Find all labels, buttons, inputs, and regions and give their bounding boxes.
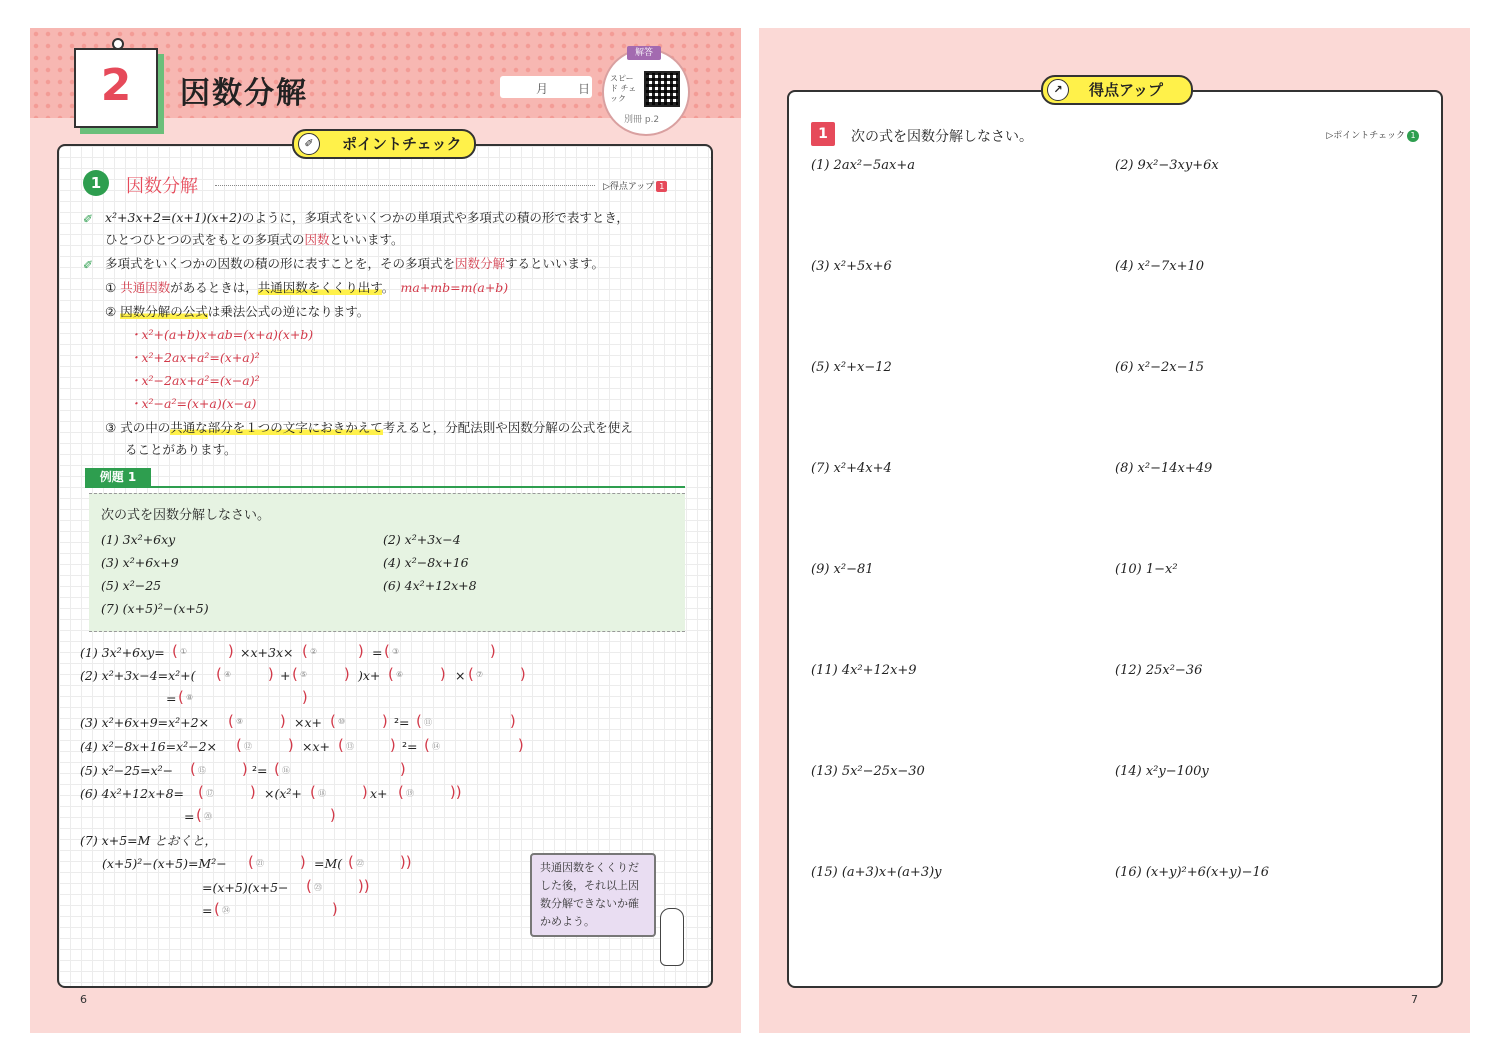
problem-12: (12) 25x²−36 xyxy=(1115,663,1203,678)
item1-num: ① xyxy=(105,280,117,295)
example-item-4: (4) x²−8x+16 xyxy=(383,555,469,570)
item3-num: ③ xyxy=(105,420,117,435)
question-ref[interactable] xyxy=(1326,128,1419,142)
problem-9: (9) x²−81 xyxy=(811,562,874,577)
answer-7-line3: =(x+5)(x+5− xyxy=(202,880,289,895)
problem-10: (10) 1−x² xyxy=(1115,562,1178,577)
item3-line1 xyxy=(105,420,633,436)
blank-17[interactable]: ( ⑰ ) xyxy=(198,783,256,801)
bullet2-a: 多項式をいくつかの因数の積の形に表すことを，その多項式を xyxy=(105,256,456,271)
section-title: 因数分解 xyxy=(126,176,198,197)
blank-16[interactable]: ( ⑯ ) xyxy=(274,760,406,778)
page-number: 6 xyxy=(80,993,87,1006)
answer-6-mid: ×(x²+ xyxy=(264,786,302,801)
item2-a: は乗法公式の逆になります。 xyxy=(207,304,370,319)
score-up-card xyxy=(787,90,1443,988)
problem-3: (3) x²+5x+6 xyxy=(811,259,892,274)
right-page xyxy=(759,28,1470,1033)
qr-code-icon[interactable] xyxy=(644,71,680,107)
answer-2-label: (2) x²+3x−4=x²+( xyxy=(80,668,196,683)
section-number: 1 xyxy=(83,170,109,196)
example-item-6: (6) 4x²+12x+8 xyxy=(383,578,477,593)
item1-highlight: 共通因数をくくり出す xyxy=(257,280,382,295)
formula-2: ・x²+2ax+a²=(x+a)² xyxy=(129,350,260,365)
section-ref[interactable] xyxy=(603,179,667,192)
blank-11[interactable]: ( ⑪ ) xyxy=(416,712,516,730)
example-tab: 例題 1 xyxy=(85,468,151,487)
item1-b: 。 xyxy=(381,280,389,295)
blank-2[interactable]: ( ② ) xyxy=(302,642,364,660)
item1-math: ma+mb=m(a+b) xyxy=(400,280,509,295)
problem-4: (4) x²−7x+10 xyxy=(1115,259,1205,274)
answer-6-label: (6) 4x²+12x+8= xyxy=(80,786,185,801)
problem-2: (2) 9x²−3xy+6x xyxy=(1115,158,1219,173)
bullet1-text: のように，多項式をいくつかの単項式や多項式の積の形で表すとき， xyxy=(241,210,629,225)
date-month: 月 xyxy=(536,82,549,96)
answer-1-mid: ×x+3x× xyxy=(240,645,294,660)
bullet2 xyxy=(105,256,604,272)
term-factorization: 因数分解 xyxy=(455,256,506,271)
example-item-2: (2) x²+3x−4 xyxy=(383,532,461,547)
bullet1-line2 xyxy=(105,232,404,248)
blank-23[interactable]: ( ㉓ )) xyxy=(306,877,370,895)
pin-icon: ✐ xyxy=(83,258,94,272)
answer-tag: 解答 xyxy=(627,46,661,60)
ring-icon xyxy=(112,38,124,50)
page-number: 7 xyxy=(1411,993,1418,1006)
example-box xyxy=(89,493,685,632)
blank-1[interactable]: ( ① ) xyxy=(172,642,234,660)
cat-mascot-icon xyxy=(660,908,684,966)
example-rule xyxy=(85,486,685,488)
blank-6[interactable]: ( ⑥ ) xyxy=(388,665,446,683)
example-item-7: (7) (x+5)²−(x+5) xyxy=(101,601,209,616)
question-instruction: 次の式を因数分解しなさい。 xyxy=(851,129,1033,145)
blank-9[interactable]: ( ⑨ ) xyxy=(228,712,286,730)
answer-3-mid: ×x+ xyxy=(294,715,322,730)
blank-14[interactable]: ( ⑭ ) xyxy=(424,736,524,754)
blank-10[interactable]: ( ⑩ ) xyxy=(330,712,388,730)
chapter-number: 2 xyxy=(100,60,132,111)
bullet1-line2-a: ひとつひとつの式をもとの多項式の xyxy=(105,232,305,247)
problem-6: (6) x²−2x−15 xyxy=(1115,360,1205,375)
item3-a: 式の中の xyxy=(120,420,171,435)
divider xyxy=(215,185,595,186)
date-day: 日 xyxy=(578,82,591,96)
example-item-3: (3) x²+6x+9 xyxy=(101,555,179,570)
problem-13: (13) 5x²−25x−30 xyxy=(811,764,925,779)
bullet1-line1 xyxy=(105,210,629,226)
point-check-label: ポイントチェック xyxy=(342,135,462,153)
blank-3[interactable]: ( ③ ) xyxy=(384,642,496,660)
formula-1: ・x²+(a+b)x+ab=(x+a)(x+b) xyxy=(129,327,314,342)
answer-2-x: )x+ xyxy=(358,668,381,683)
item3-line2: ることがあります。 xyxy=(125,442,237,457)
bullet2-b: するといいます。 xyxy=(505,256,605,271)
bullet1-math: x²+3x+2=(x+1)(x+2) xyxy=(105,210,242,225)
answer-4-mid: ×x+ xyxy=(302,739,330,754)
answer-ref: 別冊 p.2 xyxy=(624,115,660,125)
formula-3: ・x²−2ax+a²=(x−a)² xyxy=(129,373,260,388)
example-item-5: (5) x²−25 xyxy=(101,578,162,593)
score-up-header xyxy=(1041,75,1193,105)
answer-1-eq: = xyxy=(372,645,383,660)
item3-b: 考えると，分配法則や因数分解の公式を使え xyxy=(382,420,633,435)
answer-3-label: (3) x²+6x+9=x²+2× xyxy=(80,715,210,730)
answer-4-label: (4) x²−8x+16=x²−2× xyxy=(80,739,218,754)
blank-20[interactable]: ( ⑳ ) xyxy=(196,806,336,824)
item1-a: があるときは， xyxy=(170,280,258,295)
blank-7[interactable]: ( ⑦ ) xyxy=(468,665,526,683)
answer-7-line2: (x+5)²−(x+5)=M²− xyxy=(102,856,227,871)
problem-5: (5) x²+x−12 xyxy=(811,360,892,375)
speed-check-label: スピード チェック xyxy=(610,74,637,103)
term-common-factor: 共通因数 xyxy=(120,280,171,295)
question-number: 1 xyxy=(811,122,835,146)
date-box[interactable] xyxy=(500,76,592,98)
blank-5[interactable]: ( ⑤ ) xyxy=(292,665,350,683)
item1 xyxy=(105,280,508,296)
problem-1: (1) 2ax²−5ax+a xyxy=(811,158,915,173)
blank-15[interactable]: ( ⑮ ) xyxy=(190,760,248,778)
pin-icon: ✐ xyxy=(83,212,94,226)
point-check-header xyxy=(292,129,476,159)
blank-24[interactable]: ( ㉔ ) xyxy=(214,900,338,918)
answer-6-x: x+ xyxy=(370,786,388,801)
problem-16: (16) (x+y)²+6(x+y)−16 xyxy=(1115,865,1270,880)
answer-2-eq: = xyxy=(166,691,177,706)
answer-3-sq: ²= xyxy=(394,715,410,730)
problem-8: (8) x²−14x+49 xyxy=(1115,461,1213,476)
blank-19[interactable]: ( ⑲ )) xyxy=(398,783,462,801)
item2 xyxy=(105,304,369,320)
trend-up-icon: ↗ xyxy=(1047,79,1069,101)
bullet1-line2-b: といいます。 xyxy=(329,232,404,247)
problem-15: (15) (a+3)x+(a+3)y xyxy=(811,865,942,880)
blank-13[interactable]: ( ⑬ ) xyxy=(338,736,396,754)
ref-number: 1 xyxy=(656,181,667,192)
blank-8[interactable]: ( ⑧ ) xyxy=(178,688,308,706)
example-item-1: (1) 3x²+6xy xyxy=(101,532,176,547)
answer-7-label: (7) x+5=M とおくと， xyxy=(80,833,217,848)
score-up-label: 得点アップ xyxy=(1089,81,1163,99)
blank-21[interactable]: ( ㉑ ) xyxy=(248,853,306,871)
problem-14: (14) x²y−100y xyxy=(1115,764,1209,779)
answer-4-sq: ²= xyxy=(402,739,418,754)
answer-2-plus: + xyxy=(280,668,291,683)
answer-6-eq: = xyxy=(184,809,195,824)
item2-highlight: 因数分解の公式 xyxy=(120,304,208,319)
formula-4: ・x²−a²=(x+a)(x−a) xyxy=(129,396,257,411)
item3-highlight: 共通な部分を１つの文字におきかえて xyxy=(170,420,383,435)
blank-18[interactable]: ( ⑱ ) xyxy=(310,783,368,801)
answer-1-label: (1) 3x²+6xy= xyxy=(80,645,165,660)
ref-label: ▷ポイントチェック xyxy=(1326,131,1405,141)
chapter-number-box xyxy=(74,48,158,128)
chapter-title: 因数分解 xyxy=(180,76,308,111)
answer-5-label: (5) x²−25=x²− xyxy=(80,763,174,778)
pin-icon: ✐ xyxy=(298,133,320,155)
item2-num: ② xyxy=(105,304,117,319)
answer-7-m: =M( xyxy=(314,856,343,871)
answer-7-eq: = xyxy=(202,903,213,918)
term-factor: 因数 xyxy=(304,232,330,247)
left-page xyxy=(30,28,741,1033)
problem-7: (7) x²+4x+4 xyxy=(811,461,892,476)
answer-5-sq: ²= xyxy=(252,763,268,778)
hint-speech-bubble: 共通因数をくくりだした後，それ以上因数分解できないか確かめよう。 xyxy=(530,853,656,937)
blank-12[interactable]: ( ⑫ ) xyxy=(236,736,294,754)
blank-22[interactable]: ( ㉒ )) xyxy=(348,853,412,871)
example-instruction: 次の式を因数分解しなさい。 xyxy=(101,508,271,523)
blank-4[interactable]: ( ④ ) xyxy=(216,665,274,683)
ref-label: ▷得点アップ xyxy=(603,182,655,192)
problem-11: (11) 4x²+12x+9 xyxy=(811,663,917,678)
ref-number: 1 xyxy=(1407,130,1419,142)
answer-2-times: × xyxy=(455,668,466,683)
